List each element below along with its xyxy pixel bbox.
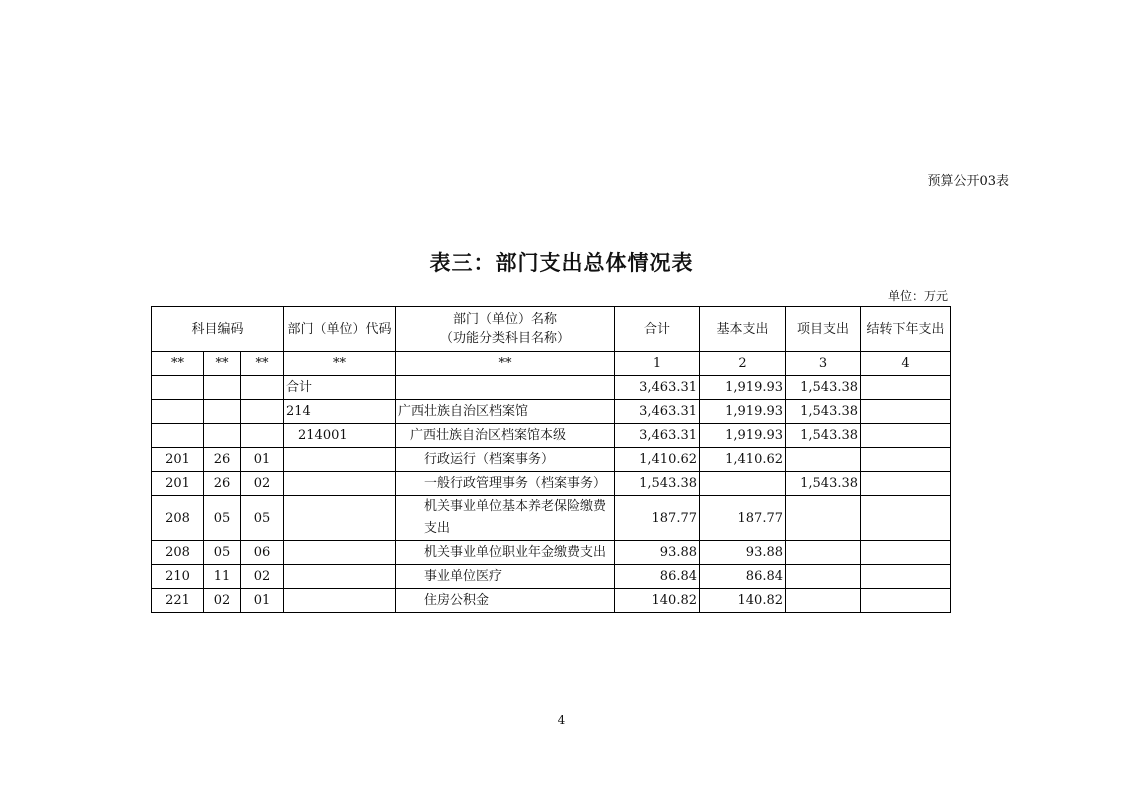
header-dept-name — [396, 307, 615, 352]
project-cell — [786, 496, 861, 541]
dept-name-cell: 行政运行（档案事务） — [396, 448, 615, 472]
subject-subitem-cell: 06 — [241, 541, 284, 565]
header-project: 项目支出 — [786, 307, 861, 352]
carryover-cell — [861, 589, 951, 613]
table-row — [152, 589, 951, 613]
subject-class-cell: 221 — [152, 589, 204, 613]
project-cell: 1,543.38 — [786, 424, 861, 448]
expenditure-table — [151, 306, 951, 613]
dept-code-cell — [284, 589, 396, 613]
carryover-cell — [861, 376, 951, 400]
subject-subitem-cell — [241, 400, 284, 424]
table-row — [152, 376, 951, 400]
basic-cell — [700, 472, 786, 496]
index-cell: ** — [284, 352, 396, 376]
subject-class-cell: 208 — [152, 496, 204, 541]
dept-code-cell — [284, 565, 396, 589]
total-cell: 1,543.38 — [615, 472, 700, 496]
total-cell: 3,463.31 — [615, 400, 700, 424]
header-dept-code: 部门（单位）代码 — [284, 307, 396, 352]
total-cell: 140.82 — [615, 589, 700, 613]
header-basic: 基本支出 — [700, 307, 786, 352]
subject-subitem-cell — [241, 424, 284, 448]
dept-name-cell: 住房公积金 — [396, 589, 615, 613]
index-cell: ** — [204, 352, 241, 376]
dept-code-cell: 214 — [284, 400, 396, 424]
project-cell: 1,543.38 — [786, 400, 861, 424]
basic-cell: 93.88 — [700, 541, 786, 565]
dept-name-cell: 机关事业单位职业年金缴费支出 — [396, 541, 615, 565]
subject-subitem-cell: 05 — [241, 496, 284, 541]
page-title: 表三：部门支出总体情况表 — [429, 251, 694, 275]
index-cell: 3 — [786, 352, 861, 376]
index-cell: ** — [241, 352, 284, 376]
index-cell: ** — [152, 352, 204, 376]
unit-label: 单位：万元 — [887, 289, 948, 303]
dept-code-cell: 214001 — [284, 424, 396, 448]
header-dept-name-line2: （功能分类科目名称） — [440, 331, 571, 346]
form-id: 预算公开03表 — [927, 174, 1009, 189]
subject-item-cell: 26 — [204, 448, 241, 472]
table-index-row — [152, 352, 951, 376]
dept-name-cell: 机关事业单位基本养老保险缴费支出 — [396, 496, 615, 541]
index-cell: ** — [396, 352, 615, 376]
subject-subitem-cell: 01 — [241, 589, 284, 613]
table-row — [152, 472, 951, 496]
subject-item-cell: 11 — [204, 565, 241, 589]
subject-class-cell: 208 — [152, 541, 204, 565]
header-total: 合计 — [615, 307, 700, 352]
dept-name-cell: 广西壮族自治区档案馆 — [396, 400, 615, 424]
basic-cell: 187.77 — [700, 496, 786, 541]
project-cell — [786, 448, 861, 472]
subject-class-cell: 201 — [152, 472, 204, 496]
subject-item-cell — [204, 400, 241, 424]
table-row — [152, 496, 951, 541]
index-cell: 1 — [615, 352, 700, 376]
header-subject-code: 科目编码 — [152, 307, 284, 352]
dept-code-cell — [284, 472, 396, 496]
dept-code-cell — [284, 541, 396, 565]
carryover-cell — [861, 424, 951, 448]
subject-item-cell — [204, 424, 241, 448]
carryover-cell — [861, 541, 951, 565]
project-cell: 1,543.38 — [786, 472, 861, 496]
subject-item-cell: 26 — [204, 472, 241, 496]
basic-cell: 1,410.62 — [700, 448, 786, 472]
basic-cell: 1,919.93 — [700, 424, 786, 448]
page-number: 4 — [557, 713, 566, 727]
carryover-cell — [861, 472, 951, 496]
basic-cell: 1,919.93 — [700, 400, 786, 424]
subject-class-cell: 210 — [152, 565, 204, 589]
project-cell — [786, 565, 861, 589]
table-row — [152, 541, 951, 565]
table-header-row — [152, 307, 951, 352]
subject-class-cell — [152, 400, 204, 424]
carryover-cell — [861, 496, 951, 541]
basic-cell: 86.84 — [700, 565, 786, 589]
carryover-cell — [861, 565, 951, 589]
total-cell: 3,463.31 — [615, 424, 700, 448]
dept-name-cell: 广西壮族自治区档案馆本级 — [396, 424, 615, 448]
carryover-cell — [861, 400, 951, 424]
index-cell: 4 — [861, 352, 951, 376]
table-row — [152, 448, 951, 472]
index-cell: 2 — [700, 352, 786, 376]
table-row — [152, 424, 951, 448]
dept-name-cell — [396, 376, 615, 400]
table-row — [152, 565, 951, 589]
dept-name-cell: 一般行政管理事务（档案事务） — [396, 472, 615, 496]
project-cell — [786, 541, 861, 565]
subject-class-cell — [152, 376, 204, 400]
subject-item-cell: 05 — [204, 541, 241, 565]
dept-code-cell — [284, 448, 396, 472]
dept-code-cell — [284, 496, 396, 541]
dept-code-cell: 合计 — [284, 376, 396, 400]
subject-subitem-cell — [241, 376, 284, 400]
subject-item-cell: 02 — [204, 589, 241, 613]
subject-item-cell — [204, 376, 241, 400]
project-cell: 1,543.38 — [786, 376, 861, 400]
dept-name-cell: 事业单位医疗 — [396, 565, 615, 589]
total-cell: 3,463.31 — [615, 376, 700, 400]
carryover-cell — [861, 448, 951, 472]
subject-class-cell — [152, 424, 204, 448]
subject-subitem-cell: 01 — [241, 448, 284, 472]
project-cell — [786, 589, 861, 613]
total-cell: 1,410.62 — [615, 448, 700, 472]
header-dept-name-line1: 部门（单位）名称 — [453, 312, 558, 327]
subject-subitem-cell: 02 — [241, 565, 284, 589]
table-row — [152, 400, 951, 424]
subject-item-cell: 05 — [204, 496, 241, 541]
basic-cell: 1,919.93 — [700, 376, 786, 400]
subject-subitem-cell: 02 — [241, 472, 284, 496]
total-cell: 86.84 — [615, 565, 700, 589]
total-cell: 187.77 — [615, 496, 700, 541]
total-cell: 93.88 — [615, 541, 700, 565]
basic-cell: 140.82 — [700, 589, 786, 613]
subject-class-cell: 201 — [152, 448, 204, 472]
header-carryover: 结转下年支出 — [861, 307, 951, 352]
